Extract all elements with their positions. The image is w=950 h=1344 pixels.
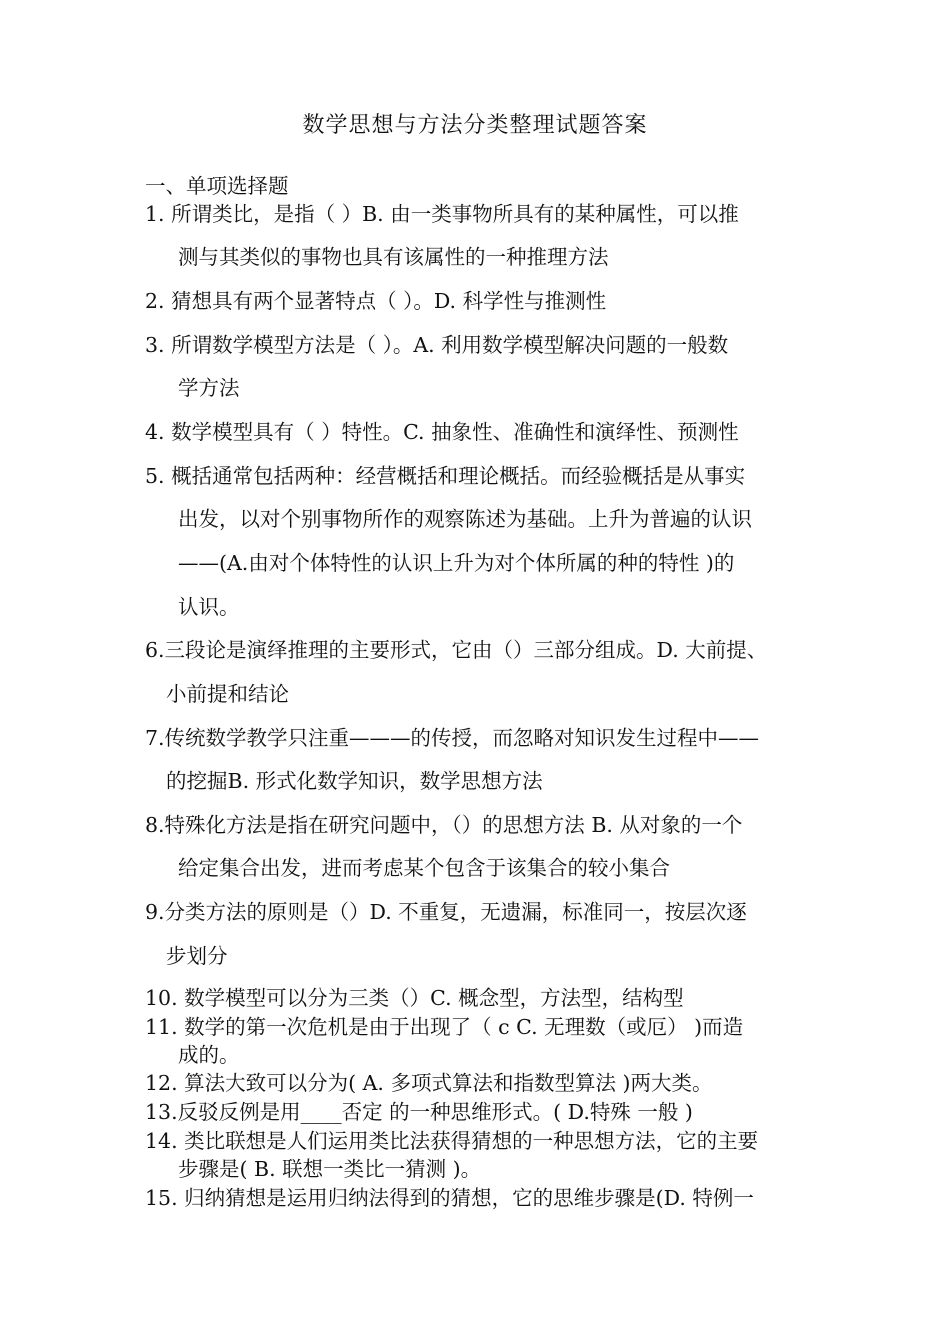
question-5-line-1: 5. 概括通常包括两种：经营概括和理论概括。而经验概括是从事实 (145, 464, 746, 488)
question-10-line-1: 10. 数学模型可以分为三类（）C. 概念型，方法型，结构型 (145, 986, 684, 1010)
question-1-line-1: 1. 所谓类比，是指（ ）B. 由一类事物所具有的某种属性，可以推 (145, 202, 739, 226)
question-12-line-1: 12. 算法大致可以分为( A. 多项式算法和指数型算法 )两大类。 (145, 1071, 713, 1095)
question-5-line-4: 认识。 (178, 595, 240, 619)
question-7-line-1: 7.传统数学教学只注重———的传授，而忽略对知识发生过程中—— (145, 726, 760, 750)
question-11-line-2: 成的。 (178, 1043, 240, 1067)
question-7-line-2: 的挖掘B. 形式化数学知识，数学思想方法 (166, 769, 543, 793)
question-14-line-2: 步骤是( B. 联想一类比一猜测 )。 (178, 1157, 482, 1181)
question-9-line-2: 步划分 (166, 944, 228, 968)
question-15-line-1: 15. 归纳猜想是运用归纳法得到的猜想，它的思维步骤是(D. 特例一 (145, 1186, 754, 1210)
question-5-line-2: 出发，以对个别事物所作的观察陈述为基础。上升为普遍的认识 (178, 507, 752, 531)
question-6-line-2: 小前提和结论 (166, 682, 289, 706)
question-9-line-1: 9.分类方法的原则是（）D. 不重复，无遗漏，标准同一，按层次逐 (145, 900, 747, 924)
question-3-line-1: 3. 所谓数学模型方法是（ ）。A. 利用数学模型解决问题的一般数 (145, 333, 729, 357)
question-6-line-1: 6.三段论是演绎推理的主要形式，它由（）三部分组成。D. 大前提、 (145, 638, 768, 662)
question-5-line-3: ——(A.由对个体特性的认识上升为对个体所属的种的特性 )的 (178, 551, 735, 575)
question-8-line-1: 8.特殊化方法是指在研究问题中，（）的思想方法 B. 从对象的一个 (145, 813, 743, 837)
question-3-line-2: 学方法 (178, 376, 240, 400)
question-11-line-1: 11. 数学的第一次危机是由于出现了（ c C. 无理数（或厄） )而造 (145, 1015, 744, 1039)
document-title: 数学思想与方法分类整理试题答案 (302, 113, 648, 138)
question-1-line-2: 测与其类似的事物也具有该属性的一种推理方法 (178, 245, 609, 269)
question-4-line-1: 4. 数学模型具有（ ）特性。C. 抽象性、准确性和演绎性、预测性 (145, 420, 739, 444)
question-2-line-1: 2. 猜想具有两个显著特点（ ）。D. 科学性与推测性 (145, 289, 607, 313)
question-8-line-2: 给定集合出发，进而考虑某个包含于该集合的较小集合 (178, 856, 670, 880)
question-14-line-1: 14. 类比联想是人们运用类比法获得猜想的一种思想方法，它的主要 (145, 1129, 759, 1153)
question-13-line-1: 13.反驳反例是用____否定 的一种思维形式。( D.特殊 一般 ) (145, 1100, 693, 1124)
section-heading: 一、单项选择题 (145, 174, 289, 198)
